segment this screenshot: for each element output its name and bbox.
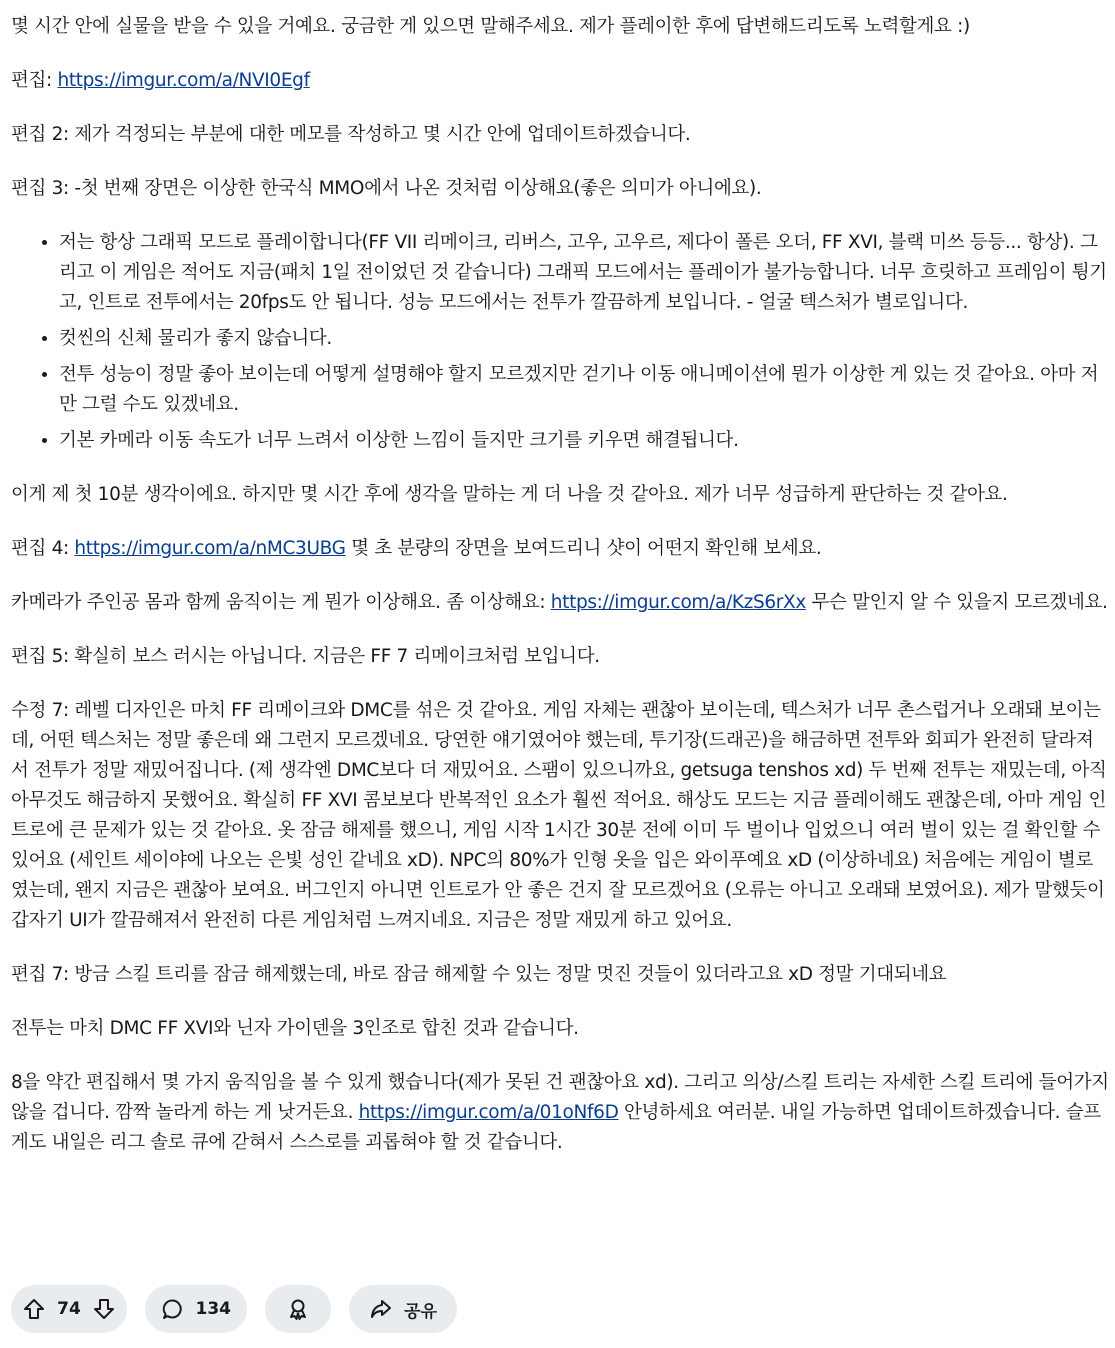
share-label: 공유: [404, 1301, 437, 1322]
post-paragraph-edit-3: 편집 3: -첫 번째 장면은 이상한 한국식 MMO에서 나온 것처럼 이상해요(좋은 의미가 아니에요).: [11, 178, 762, 199]
post-paragraph-edit-7a: 수정 7: 레벨 디자인은 마치 FF 리메이크와 DMC를 섞은 것 같아요. 게임 자체는 괜찮아 보이는데, 텍스처가 너무 촌스럽거나 오래돼 보이는데, 어떤 텍스처는 정말 좋은데 왜 그런지 모르겠네요. 당연한 얘기였어야 했는데, 투기장(드래곤)을 해금하면 전투와 회피가 완전히 달라져서 전투가 정말 재밌어집니다. (제 생각엔 DMC보다 더 재밌어요. 스팸이 있으니까요, getsuga tenshos xd) 두 번째 전투는 재밌는데, 아직 아무것도 해금하지 못했어요. 확실히 FF XVI 콤보보다 반복적인 요소가 훨씬 적어요. 해상도 모드는 지금 플레이해도 괜찮은데, 아마 게임 인트로에 큰 문제가 있는 것 같아요. 옷 잠금 해제를 했으니, 게임 시작 1시간 30분 전에 이미 두 벌이나 입었으니 여러 벌이 있는 걸 확인할 수 있어요 (세인트 세이야에 나오는 은빛 성인 같네요 xD). NPC의 80%가 인형 옷을 입은 와이푸예요 xD (이상하네요) 처음에는 게임이 별로였는데, 왠지 지금은 괜찮아 보여요. 버그인지 아니면 인트로가 안 좋은 건지 잘 모르겠어요 (오류는 아니고 오래돼 보였어요). 제가 말했듯이 갑자기 UI가 깔끔해져서 완전히 다른 게임처럼 느껴지네요. 지금은 정말 재밌게 하고 있어요.: [11, 700, 1107, 931]
edit-1-prefix: 편집:: [11, 70, 58, 91]
upvote-arrow-icon[interactable]: [21, 1296, 47, 1322]
edit-4-prefix: 편집 4:: [11, 538, 75, 559]
list-item: • 저는 항상 그래픽 모드로 플레이합니다(FF VII 리메이크, 리버스, 고우, 고우르, 제다이 폴른 오더, FF XVI, 블랙 미쓰 등등... 항상). 그리고 이 게임은 적어도 지금(패치 1일 전이었던 것 같습니다) 그래픽 모드에서는 플레이가 불가능합니다. 너무 흐릿하고 프레임이 튕기고, 인트로 전투에서는 20fps도 안 됩니다. 성능 모드에서는 전투가 깔끔하게 보입니다. - 얼굴 텍스처가 별로입니다.: [59, 228, 1109, 318]
comment-bubble-icon: [161, 1297, 185, 1321]
comment-count: 134: [195, 1299, 231, 1319]
concerns-list: [11, 228, 1109, 456]
edit-1-link[interactable]: https://imgur.com/a/NVI0Egf: [57, 70, 310, 91]
edit-8-suffix: 안녕하세요 여러분. 내일 가능하면 업데이트하겠습니다. 슬프게도 내일은 리그 솔로 큐에 갇혀서 스스로를 괴롭혀야 할 것 같습니다.: [11, 1102, 1101, 1153]
post-paragraph-edit-4: [11, 534, 1109, 564]
post-paragraph-edit-7b: 편집 7: 방금 스킬 트리를 잠금 해제했는데, 바로 잠금 해제할 수 있는 정말 멋진 것들이 있더라고요 xD 정말 기대되네요: [11, 964, 947, 985]
camera-suffix: 무슨 말인지 알 수 있을지 모르겠네요.: [805, 592, 1108, 613]
share-arrow-icon: [369, 1297, 393, 1321]
post-paragraph-edit-2: 편집 2: 제가 걱정되는 부분에 대한 메모를 작성하고 몇 시간 안에 업데이트하겠습니다.: [11, 124, 691, 145]
edit-4-suffix: 몇 초 분량의 장면을 보여드리니 샷이 어떤지 확인해 보세요.: [345, 538, 822, 559]
share-button[interactable]: [349, 1285, 457, 1333]
post-paragraph-edit-5: 편집 5: 확실히 보스 러시는 아닙니다. 지금은 FF 7 리메이크처럼 보입니다.: [11, 646, 600, 667]
camera-link[interactable]: https://imgur.com/a/KzS6rXx: [550, 592, 806, 613]
camera-prefix: 카메라가 주인공 몸과 함께 움직이는 게 뭔가 이상해요. 좀 이상해요:: [11, 592, 551, 613]
award-icon: [286, 1297, 310, 1321]
edit-8-link[interactable]: https://imgur.com/a/01oNf6D: [358, 1102, 619, 1123]
post-paragraph-first-10-min: 이게 제 첫 10분 생각이에요. 하지만 몇 시간 후에 생각을 말하는 게 더 나을 것 같아요. 제가 너무 성급하게 판단하는 것 같아요.: [11, 484, 1008, 505]
edit-4-link[interactable]: https://imgur.com/a/nMC3UBG: [74, 538, 346, 559]
post-body: [11, 12, 1109, 1182]
list-item: • 기본 카메라 이동 속도가 너무 느려서 이상한 느낌이 들지만 크기를 키우면 해결됩니다.: [59, 426, 1109, 456]
post-paragraph-edit-8: [11, 1068, 1109, 1158]
downvote-arrow-icon[interactable]: [91, 1296, 117, 1322]
post-paragraph-combat: 전투는 마치 DMC FF XVI와 닌자 가이덴을 3인조로 합친 것과 같습니다.: [11, 1018, 579, 1039]
list-item: • 컷씬의 신체 물리가 좋지 않습니다.: [59, 324, 1109, 354]
post-paragraph-camera: [11, 588, 1109, 618]
edit-8-prefix: 8을 약간 편집해서 몇 가지 움직임을 볼 수 있게 했습니다(제가 못된 건 괜찮아요 xd). 그리고 의상/스킬 트리는 자세한 스킬 트리에 들어가지 않을 겁니다. 깜짝 놀라게 하는 게 낫거든요.: [11, 1072, 1109, 1123]
post-paragraph-intro: 몇 시간 안에 실물을 받을 수 있을 거예요. 궁금한 게 있으면 말해주세요. 제가 플레이한 후에 답변해드리도록 노력할게요 :): [11, 16, 970, 37]
award-button[interactable]: [265, 1285, 331, 1333]
vote-pill: [11, 1285, 127, 1333]
vote-count: 74: [57, 1299, 81, 1319]
list-item: • 전투 성능이 정말 좋아 보이는데 어떻게 설명해야 할지 모르겠지만 걷기나 이동 애니메이션에 뭔가 이상한 게 있는 것 같아요. 아마 저만 그럴 수도 있겠네요.: [59, 360, 1109, 420]
post-paragraph-edit-1: [11, 66, 1109, 96]
post-action-bar: [11, 1285, 475, 1333]
comments-button[interactable]: [145, 1285, 247, 1333]
